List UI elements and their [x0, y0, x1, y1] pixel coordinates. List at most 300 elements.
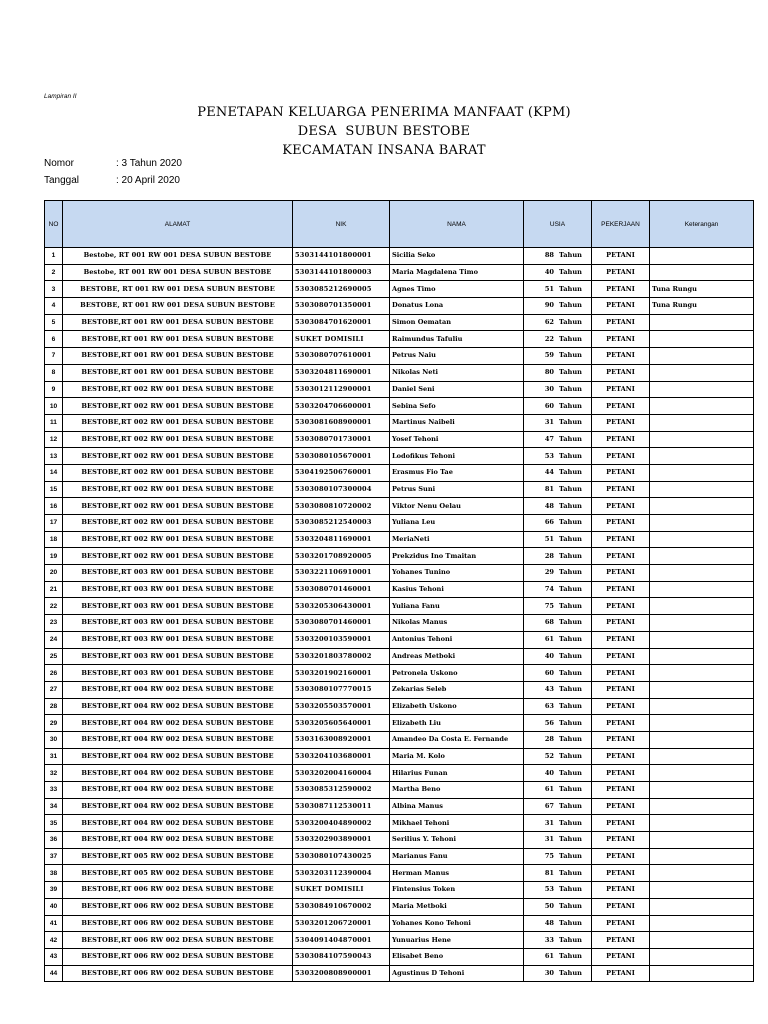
- cell-nik: 5303203112390004: [293, 865, 390, 882]
- cell-no: 12: [45, 431, 63, 448]
- cell-pekerjaan: PETANI: [592, 364, 650, 381]
- cell-alamat: BESTOBE,RT 002 RW 001 DESA SUBUN BESTOBE: [63, 464, 293, 481]
- cell-nik: 5303080701730001: [293, 431, 390, 448]
- header-keterangan: Keterangan: [650, 201, 754, 248]
- cell-alamat: BESTOBE,RT 006 RW 002 DESA SUBUN BESTOBE: [63, 915, 293, 932]
- cell-nik: 5303080107770015: [293, 681, 390, 698]
- cell-alamat: BESTOBE,RT 006 RW 002 DESA SUBUN BESTOBE: [63, 932, 293, 949]
- cell-nik: 5303204811690001: [293, 364, 390, 381]
- cell-keterangan: [650, 548, 754, 565]
- age-value: 48: [544, 918, 554, 927]
- age-value: 61: [544, 635, 554, 644]
- cell-nama: Sicilia Seko: [390, 248, 524, 265]
- cell-nik: 5303205605640001: [293, 715, 390, 732]
- age-unit: Tahun: [559, 301, 582, 310]
- cell-keterangan: [650, 331, 754, 348]
- cell-no: 20: [45, 565, 63, 582]
- cell-alamat: BESTOBE,RT 002 RW 001 DESA SUBUN BESTOBE: [63, 531, 293, 548]
- age-value: 67: [544, 802, 554, 811]
- cell-keterangan: [650, 898, 754, 915]
- cell-alamat: BESTOBE,RT 003 RW 001 DESA SUBUN BESTOBE: [63, 631, 293, 648]
- cell-nama: Raimundus Tafuliu: [390, 331, 524, 348]
- cell-no: 40: [45, 898, 63, 915]
- age-unit: Tahun: [559, 418, 582, 427]
- age-value: 28: [544, 551, 554, 560]
- cell-usia: [524, 665, 592, 682]
- cell-usia: [524, 865, 592, 882]
- cell-usia: [524, 398, 592, 415]
- cell-nama: Elisabet Beno: [390, 948, 524, 965]
- age-unit: Tahun: [559, 618, 582, 627]
- cell-usia: [524, 565, 592, 582]
- age-value: 88: [544, 251, 554, 260]
- table-row: [45, 548, 754, 565]
- cell-nama: Yunuarius Hene: [390, 932, 524, 949]
- age-unit: Tahun: [559, 484, 582, 493]
- age-value: 50: [544, 902, 554, 911]
- cell-usia: [524, 915, 592, 932]
- cell-alamat: BESTOBE, RT 001 RW 001 DESA SUBUN BESTOBE: [63, 298, 293, 315]
- table-row: [45, 364, 754, 381]
- cell-alamat: BESTOBE,RT 003 RW 001 DESA SUBUN BESTOBE: [63, 665, 293, 682]
- cell-keterangan: [650, 698, 754, 715]
- cell-nama: Yohanes Kono Tehoni: [390, 915, 524, 932]
- cell-nama: Albina Manus: [390, 798, 524, 815]
- cell-no: 27: [45, 681, 63, 698]
- table-row: [45, 698, 754, 715]
- cell-usia: [524, 531, 592, 548]
- cell-no: 4: [45, 298, 63, 315]
- cell-nama: Sebina Sefo: [390, 398, 524, 415]
- cell-usia: [524, 848, 592, 865]
- table-row: [45, 798, 754, 815]
- lampiran-label: Lampiran II: [44, 93, 77, 100]
- cell-nik: 5303081608900001: [293, 414, 390, 431]
- cell-nik: 5303080105670001: [293, 448, 390, 465]
- cell-nik: 5303205306430001: [293, 598, 390, 615]
- cell-nama: Prekzidus Ino Tmaitan: [390, 548, 524, 565]
- age-unit: Tahun: [559, 718, 582, 727]
- cell-nama: Serilius Y. Tehoni: [390, 832, 524, 849]
- cell-pekerjaan: PETANI: [592, 665, 650, 682]
- table-row: [45, 882, 754, 899]
- cell-alamat: BESTOBE,RT 004 RW 002 DESA SUBUN BESTOBE: [63, 832, 293, 849]
- cell-no: 31: [45, 748, 63, 765]
- cell-nama: Amandeo Da Costa E. Fernande: [390, 731, 524, 748]
- cell-keterangan: [650, 915, 754, 932]
- cell-usia: [524, 281, 592, 298]
- age-value: 61: [544, 785, 554, 794]
- age-value: 81: [544, 868, 554, 877]
- cell-pekerjaan: PETANI: [592, 715, 650, 732]
- cell-keterangan: [650, 948, 754, 965]
- cell-no: 15: [45, 481, 63, 498]
- cell-pekerjaan: PETANI: [592, 464, 650, 481]
- cell-keterangan: [650, 848, 754, 865]
- cell-no: 5: [45, 314, 63, 331]
- cell-keterangan: [650, 448, 754, 465]
- cell-usia: [524, 731, 592, 748]
- cell-pekerjaan: PETANI: [592, 948, 650, 965]
- cell-nik: 5303201803780002: [293, 648, 390, 665]
- cell-keterangan: [650, 782, 754, 799]
- cell-alamat: BESTOBE,RT 002 RW 001 DESA SUBUN BESTOBE: [63, 515, 293, 532]
- cell-pekerjaan: PETANI: [592, 898, 650, 915]
- cell-usia: [524, 364, 592, 381]
- cell-nik: 5303144101800003: [293, 264, 390, 281]
- cell-alamat: BESTOBE,RT 003 RW 001 DESA SUBUN BESTOBE: [63, 565, 293, 582]
- table-row: [45, 581, 754, 598]
- cell-keterangan: [650, 648, 754, 665]
- age-value: 40: [544, 768, 554, 777]
- cell-alamat: BESTOBE,RT 004 RW 002 DESA SUBUN BESTOBE: [63, 815, 293, 832]
- cell-pekerjaan: PETANI: [592, 498, 650, 515]
- cell-no: 43: [45, 948, 63, 965]
- age-value: 33: [544, 935, 554, 944]
- cell-no: 23: [45, 615, 63, 632]
- cell-keterangan: [650, 531, 754, 548]
- cell-nik: 5303200404890002: [293, 815, 390, 832]
- cell-keterangan: [650, 681, 754, 698]
- cell-nik: 5303080701350001: [293, 298, 390, 315]
- cell-pekerjaan: PETANI: [592, 281, 650, 298]
- cell-pekerjaan: PETANI: [592, 298, 650, 315]
- header-nik: NIK: [293, 201, 390, 248]
- cell-alamat: BESTOBE,RT 006 RW 002 DESA SUBUN BESTOBE: [63, 898, 293, 915]
- cell-keterangan: [650, 348, 754, 365]
- age-value: 31: [544, 835, 554, 844]
- age-value: 40: [544, 268, 554, 277]
- table-row: [45, 248, 754, 265]
- cell-alamat: BESTOBE,RT 004 RW 002 DESA SUBUN BESTOBE: [63, 748, 293, 765]
- cell-nama: Martinus Naibeli: [390, 414, 524, 431]
- cell-alamat: BESTOBE,RT 003 RW 001 DESA SUBUN BESTOBE: [63, 648, 293, 665]
- table-row: [45, 431, 754, 448]
- cell-no: 24: [45, 631, 63, 648]
- cell-no: 8: [45, 364, 63, 381]
- cell-no: 21: [45, 581, 63, 598]
- nomor-row: [44, 158, 182, 169]
- tanggal-row: [44, 175, 180, 186]
- age-value: 75: [544, 601, 554, 610]
- cell-keterangan: [650, 565, 754, 582]
- cell-no: 25: [45, 648, 63, 665]
- cell-nama: Martha Beno: [390, 782, 524, 799]
- cell-pekerjaan: PETANI: [592, 414, 650, 431]
- age-unit: Tahun: [559, 668, 582, 677]
- nomor-value: : 3 Tahun 2020: [116, 158, 182, 169]
- cell-nama: Marianus Fanu: [390, 848, 524, 865]
- cell-usia: [524, 314, 592, 331]
- cell-nama: Petrus Naiu: [390, 348, 524, 365]
- header-no: NO: [45, 201, 63, 248]
- table-row: [45, 648, 754, 665]
- age-unit: Tahun: [559, 968, 582, 977]
- cell-alamat: BESTOBE,RT 003 RW 001 DESA SUBUN BESTOBE: [63, 615, 293, 632]
- cell-nama: Nikolas Manus: [390, 615, 524, 632]
- cell-alamat: BESTOBE, RT 001 RW 001 DESA SUBUN BESTOBE: [63, 281, 293, 298]
- cell-no: 10: [45, 398, 63, 415]
- cell-pekerjaan: PETANI: [592, 565, 650, 582]
- cell-nama: Petronela Uskono: [390, 665, 524, 682]
- cell-no: 37: [45, 848, 63, 865]
- cell-keterangan: [650, 748, 754, 765]
- cell-pekerjaan: PETANI: [592, 782, 650, 799]
- header-nama: NAMA: [390, 201, 524, 248]
- age-value: 30: [544, 968, 554, 977]
- cell-keterangan: [650, 798, 754, 815]
- cell-usia: [524, 748, 592, 765]
- cell-keterangan: [650, 364, 754, 381]
- table-row: [45, 414, 754, 431]
- age-value: 29: [544, 568, 554, 577]
- cell-nik: 5303080810720002: [293, 498, 390, 515]
- cell-usia: [524, 598, 592, 615]
- cell-no: 38: [45, 865, 63, 882]
- cell-keterangan: [650, 932, 754, 949]
- cell-pekerjaan: PETANI: [592, 848, 650, 865]
- table-row: [45, 348, 754, 365]
- table-row: [45, 932, 754, 949]
- header-pekerjaan: PEKERJAAN: [592, 201, 650, 248]
- cell-no: 22: [45, 598, 63, 615]
- cell-nik: 5303202004160004: [293, 765, 390, 782]
- cell-nama: Lodofikus Tehoni: [390, 448, 524, 465]
- cell-no: 32: [45, 765, 63, 782]
- cell-keterangan: [650, 398, 754, 415]
- cell-alamat: BESTOBE,RT 004 RW 002 DESA SUBUN BESTOBE: [63, 798, 293, 815]
- cell-pekerjaan: PETANI: [592, 882, 650, 899]
- age-unit: Tahun: [559, 535, 582, 544]
- kpm-table: [44, 200, 754, 982]
- cell-no: 11: [45, 414, 63, 431]
- cell-keterangan: [650, 414, 754, 431]
- document-title: [0, 103, 768, 160]
- cell-no: 16: [45, 498, 63, 515]
- cell-nama: Yuliana Fanu: [390, 598, 524, 615]
- cell-nik: 5304192506760001: [293, 464, 390, 481]
- age-value: 40: [544, 651, 554, 660]
- table-row: [45, 398, 754, 415]
- cell-alamat: BESTOBE,RT 004 RW 002 DESA SUBUN BESTOBE: [63, 715, 293, 732]
- cell-nik: SUKET DOMISILI: [293, 882, 390, 899]
- cell-no: 1: [45, 248, 63, 265]
- age-value: 62: [544, 318, 554, 327]
- cell-nama: Mikhael Tehoni: [390, 815, 524, 832]
- cell-usia: [524, 615, 592, 632]
- cell-alamat: BESTOBE,RT 006 RW 002 DESA SUBUN BESTOBE: [63, 882, 293, 899]
- table-row: [45, 748, 754, 765]
- cell-pekerjaan: PETANI: [592, 932, 650, 949]
- cell-pekerjaan: PETANI: [592, 765, 650, 782]
- age-unit: Tahun: [559, 551, 582, 560]
- cell-nik: 5303201902160001: [293, 665, 390, 682]
- age-unit: Tahun: [559, 885, 582, 894]
- cell-usia: [524, 431, 592, 448]
- cell-nik: 5303080107300004: [293, 481, 390, 498]
- cell-no: 18: [45, 531, 63, 548]
- cell-nik: 5303204103680001: [293, 748, 390, 765]
- age-unit: Tahun: [559, 351, 582, 360]
- cell-alamat: BESTOBE,RT 004 RW 002 DESA SUBUN BESTOBE: [63, 782, 293, 799]
- table-row: [45, 965, 754, 982]
- age-value: 61: [544, 952, 554, 961]
- cell-pekerjaan: PETANI: [592, 248, 650, 265]
- cell-nama: Andreas Metboki: [390, 648, 524, 665]
- cell-nama: Agnes Timo: [390, 281, 524, 298]
- age-value: 63: [544, 701, 554, 710]
- cell-pekerjaan: PETANI: [592, 548, 650, 565]
- table-row: [45, 715, 754, 732]
- cell-pekerjaan: PETANI: [592, 748, 650, 765]
- cell-usia: [524, 765, 592, 782]
- cell-alamat: BESTOBE,RT 006 RW 002 DESA SUBUN BESTOBE: [63, 965, 293, 982]
- cell-usia: [524, 715, 592, 732]
- age-unit: Tahun: [559, 868, 582, 877]
- cell-usia: [524, 448, 592, 465]
- cell-nik: 5303084701620001: [293, 314, 390, 331]
- cell-usia: [524, 264, 592, 281]
- cell-no: 35: [45, 815, 63, 832]
- age-unit: Tahun: [559, 251, 582, 260]
- age-unit: Tahun: [559, 268, 582, 277]
- cell-no: 14: [45, 464, 63, 481]
- table-row: [45, 681, 754, 698]
- cell-alamat: BESTOBE,RT 004 RW 002 DESA SUBUN BESTOBE: [63, 765, 293, 782]
- table-row: [45, 898, 754, 915]
- tanggal-value: : 20 April 2020: [116, 175, 180, 186]
- table-row: [45, 631, 754, 648]
- cell-usia: [524, 298, 592, 315]
- cell-nama: Herman Manus: [390, 865, 524, 882]
- age-value: 28: [544, 735, 554, 744]
- cell-nik: 5304091404870001: [293, 932, 390, 949]
- cell-no: 19: [45, 548, 63, 565]
- cell-usia: [524, 248, 592, 265]
- cell-pekerjaan: PETANI: [592, 448, 650, 465]
- cell-nik: 5303080707610001: [293, 348, 390, 365]
- cell-no: 34: [45, 798, 63, 815]
- cell-nik: 5303084910670002: [293, 898, 390, 915]
- cell-no: 42: [45, 932, 63, 949]
- cell-keterangan: [650, 515, 754, 532]
- cell-keterangan: [650, 615, 754, 632]
- cell-alamat: BESTOBE,RT 003 RW 001 DESA SUBUN BESTOBE: [63, 581, 293, 598]
- cell-pekerjaan: PETANI: [592, 698, 650, 715]
- cell-usia: [524, 832, 592, 849]
- cell-no: 33: [45, 782, 63, 799]
- age-unit: Tahun: [559, 334, 582, 343]
- cell-nik: 5303202903890001: [293, 832, 390, 849]
- age-unit: Tahun: [559, 835, 582, 844]
- cell-nama: Viktor Nenu Oelau: [390, 498, 524, 515]
- age-unit: Tahun: [559, 501, 582, 510]
- cell-alamat: BESTOBE,RT 004 RW 002 DESA SUBUN BESTOBE: [63, 731, 293, 748]
- cell-nama: Erasmus Fio Tae: [390, 464, 524, 481]
- age-unit: Tahun: [559, 284, 582, 293]
- cell-alamat: BESTOBE,RT 001 RW 001 DESA SUBUN BESTOBE: [63, 331, 293, 348]
- cell-usia: [524, 581, 592, 598]
- cell-usia: [524, 414, 592, 431]
- age-unit: Tahun: [559, 635, 582, 644]
- age-value: 44: [544, 468, 554, 477]
- cell-pekerjaan: PETANI: [592, 631, 650, 648]
- cell-alamat: BESTOBE,RT 002 RW 001 DESA SUBUN BESTOBE: [63, 381, 293, 398]
- age-unit: Tahun: [559, 818, 582, 827]
- cell-nama: Maria Magdalena Timo: [390, 264, 524, 281]
- age-unit: Tahun: [559, 935, 582, 944]
- age-unit: Tahun: [559, 401, 582, 410]
- cell-pekerjaan: PETANI: [592, 615, 650, 632]
- cell-no: 26: [45, 665, 63, 682]
- cell-pekerjaan: PETANI: [592, 431, 650, 448]
- cell-usia: [524, 948, 592, 965]
- cell-keterangan: [650, 481, 754, 498]
- table-row: [45, 314, 754, 331]
- table-row: [45, 865, 754, 882]
- table-row: [45, 598, 754, 615]
- cell-usia: [524, 965, 592, 982]
- cell-alamat: BESTOBE,RT 002 RW 001 DESA SUBUN BESTOBE: [63, 548, 293, 565]
- cell-keterangan: Tuna Rungu: [650, 298, 754, 315]
- age-unit: Tahun: [559, 751, 582, 760]
- cell-keterangan: [650, 882, 754, 899]
- age-value: 68: [544, 618, 554, 627]
- cell-alamat: BESTOBE,RT 005 RW 002 DESA SUBUN BESTOBE: [63, 848, 293, 865]
- age-value: 80: [544, 368, 554, 377]
- age-unit: Tahun: [559, 368, 582, 377]
- cell-alamat: BESTOBE,RT 001 RW 001 DESA SUBUN BESTOBE: [63, 314, 293, 331]
- cell-nama: Hilarius Funan: [390, 765, 524, 782]
- table-row: [45, 782, 754, 799]
- age-value: 22: [544, 334, 554, 343]
- cell-alamat: BESTOBE,RT 002 RW 001 DESA SUBUN BESTOBE: [63, 498, 293, 515]
- cell-nama: Maria Metboki: [390, 898, 524, 915]
- age-value: 43: [544, 685, 554, 694]
- age-value: 53: [544, 451, 554, 460]
- cell-no: 13: [45, 448, 63, 465]
- cell-alamat: BESTOBE,RT 005 RW 002 DESA SUBUN BESTOBE: [63, 865, 293, 882]
- cell-usia: [524, 348, 592, 365]
- age-value: 30: [544, 384, 554, 393]
- cell-no: 6: [45, 331, 63, 348]
- cell-alamat: BESTOBE,RT 001 RW 001 DESA SUBUN BESTOBE: [63, 364, 293, 381]
- tanggal-label: Tanggal: [44, 175, 80, 186]
- cell-usia: [524, 331, 592, 348]
- age-value: 52: [544, 751, 554, 760]
- cell-nik: 5303204706600001: [293, 398, 390, 415]
- cell-usia: [524, 464, 592, 481]
- cell-alamat: BESTOBE,RT 002 RW 001 DESA SUBUN BESTOBE: [63, 448, 293, 465]
- cell-nama: Yosef Tehoni: [390, 431, 524, 448]
- cell-pekerjaan: PETANI: [592, 264, 650, 281]
- cell-nama: Antonius Tehoni: [390, 631, 524, 648]
- cell-nik: 5303200808900001: [293, 965, 390, 982]
- table-row: [45, 815, 754, 832]
- cell-no: 39: [45, 882, 63, 899]
- age-value: 74: [544, 585, 554, 594]
- cell-nik: 5303080107430025: [293, 848, 390, 865]
- cell-pekerjaan: PETANI: [592, 348, 650, 365]
- age-value: 31: [544, 418, 554, 427]
- cell-alamat: BESTOBE,RT 002 RW 001 DESA SUBUN BESTOBE: [63, 481, 293, 498]
- table-row: [45, 464, 754, 481]
- age-value: 81: [544, 484, 554, 493]
- cell-alamat: BESTOBE,RT 004 RW 002 DESA SUBUN BESTOBE: [63, 681, 293, 698]
- cell-nama: Simon Oematan: [390, 314, 524, 331]
- cell-pekerjaan: PETANI: [592, 681, 650, 698]
- cell-pekerjaan: PETANI: [592, 798, 650, 815]
